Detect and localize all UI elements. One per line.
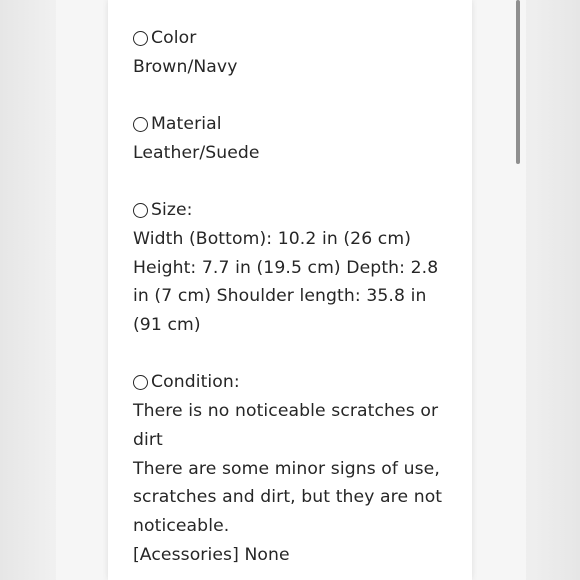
condition-heading	[133, 368, 451, 397]
material-value: Leather/Suede	[133, 142, 260, 163]
condition-line: There are some minor signs of use,	[133, 458, 440, 479]
product-description	[133, 24, 451, 580]
size-line: (91 cm)	[133, 315, 201, 335]
color-heading	[133, 24, 451, 53]
condition-line: dirt	[133, 429, 163, 450]
circle-bullet-icon	[133, 31, 148, 46]
circle-bullet-icon	[133, 117, 148, 132]
size-line: Width (Bottom): 10.2 in (26 cm)	[133, 228, 412, 249]
circle-bullet-icon	[133, 203, 148, 218]
size-section	[133, 196, 451, 340]
condition-line: There is no noticeable scratches or	[133, 401, 439, 422]
color-value: Brown/Navy	[133, 56, 238, 77]
scrollbar-thumb[interactable]	[516, 0, 520, 164]
size-line: Height: 7.7 in (19.5 cm) Depth: 2.8	[133, 257, 439, 278]
condition-line: scratches and dirt, but they are not	[133, 487, 443, 508]
size-title: Size:	[151, 200, 193, 221]
accessories-line: [Acessories] None	[133, 544, 290, 565]
material-title: Material	[151, 114, 222, 135]
material-heading	[133, 110, 451, 139]
color-title: Color	[151, 28, 197, 48]
condition-title: Condition:	[151, 372, 240, 393]
material-section	[133, 110, 451, 167]
circle-bullet-icon	[133, 375, 148, 390]
condition-line: noticeable.	[133, 515, 230, 536]
size-line: in (7 cm) Shoulder length: 35.8 in	[133, 286, 427, 307]
condition-section	[133, 368, 451, 569]
color-section	[133, 24, 451, 81]
size-heading	[133, 196, 451, 225]
